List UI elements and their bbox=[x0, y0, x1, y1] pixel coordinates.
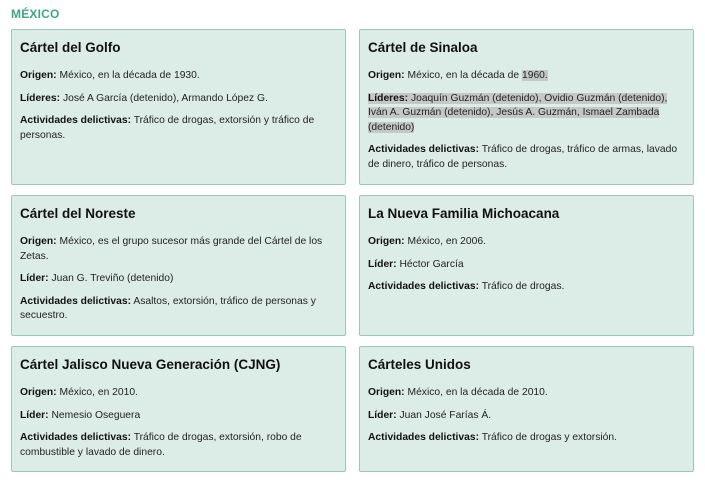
activities-label: Actividades delictivas: bbox=[368, 144, 480, 155]
leaders-value: Joaquín Guzmán (detenido), Ovidio Guzmán (detenido), Iván A. Guzmán (detenido), Jesús A. Guzmán, Ismael Zambada (detenido) bbox=[368, 92, 668, 133]
origin-highlighted-text[interactable]: 1960. bbox=[521, 70, 548, 81]
leader-label: Líder: bbox=[20, 409, 49, 421]
origin-value: México, es el grupo sucesor más grande del Cártel de los Zetas. bbox=[20, 236, 323, 262]
activities-value: Tráfico de drogas y extorsión. bbox=[481, 432, 617, 443]
leader-field bbox=[368, 258, 685, 273]
leader-value: Héctor García bbox=[399, 258, 464, 270]
activities-label: Actividades delictivas: bbox=[368, 281, 480, 292]
leader-value: Nemesio Oseguera bbox=[51, 409, 141, 421]
activities-field bbox=[368, 143, 685, 172]
leader-field bbox=[368, 409, 685, 424]
leaders-field bbox=[20, 92, 337, 107]
activities-value: Tráfico de drogas, extorsión y tráfico de personas. bbox=[20, 115, 315, 141]
cartel-name: La Nueva Familia Michoacana bbox=[368, 206, 560, 221]
origin-value: México, en 2006. bbox=[407, 236, 486, 247]
activities-field bbox=[368, 431, 685, 446]
activities-value: Asaltos, extorsión, tráfico de personas y secuestro. bbox=[20, 295, 316, 321]
cartel-name: Cártel del Golfo bbox=[20, 40, 121, 55]
origin-field bbox=[20, 386, 337, 401]
leaders-label: Líderes: bbox=[368, 92, 409, 104]
origin-label: Origen: bbox=[20, 70, 57, 81]
origin-value: México, en la década de 1930. bbox=[59, 70, 200, 81]
activities-field bbox=[20, 114, 337, 143]
activities-label: Actividades delictivas: bbox=[20, 432, 132, 443]
leader-field bbox=[20, 409, 337, 424]
leaders-field bbox=[368, 92, 685, 136]
activities-field bbox=[20, 431, 337, 460]
leaders-highlighted-text[interactable] bbox=[368, 93, 667, 133]
origin-label: Origen: bbox=[368, 70, 405, 81]
leader-field bbox=[20, 272, 337, 287]
origin-value: México, en la década de bbox=[407, 70, 522, 81]
origin-value: México, en 2010. bbox=[59, 387, 138, 398]
cartel-name: Cártel de Sinaloa bbox=[368, 40, 478, 55]
activities-label: Actividades delictivas: bbox=[20, 295, 132, 307]
activities-field bbox=[20, 295, 337, 324]
leader-label: Líder: bbox=[20, 273, 49, 284]
leaders-value: José A García (detenido), Armando López G. bbox=[62, 92, 268, 104]
origin-field bbox=[20, 235, 337, 264]
origin-field bbox=[20, 69, 337, 84]
activities-field bbox=[368, 280, 685, 295]
origin-label: Origen: bbox=[368, 236, 405, 247]
origin-field bbox=[368, 235, 685, 250]
activities-value: Tráfico de drogas, tráfico de armas, lavado de dinero, tráfico de personas. bbox=[368, 144, 678, 170]
activities-label: Actividades delictivas: bbox=[20, 115, 132, 126]
cartel-card-golfo bbox=[11, 29, 346, 185]
section-title: MÉXICO bbox=[11, 7, 60, 21]
origin-field bbox=[368, 386, 685, 401]
activities-label: Actividades delictivas: bbox=[368, 432, 480, 443]
cartel-card-cjng bbox=[11, 346, 346, 472]
origin-label: Origen: bbox=[20, 236, 57, 247]
leader-value: Juan G. Treviño (detenido) bbox=[51, 273, 174, 284]
origin-value: México, en la década de 2010. bbox=[407, 387, 548, 398]
leader-value: Juan José Farías Á. bbox=[399, 409, 492, 421]
activities-value: Tráfico de drogas, extorsión, robo de combustible y lavado de dinero. bbox=[20, 432, 302, 458]
leader-label: Líder: bbox=[368, 258, 397, 270]
cartel-card-carteles-unidos bbox=[359, 346, 694, 472]
cartel-name: Cártel Jalisco Nueva Generación (CJNG) bbox=[20, 357, 281, 372]
origin-label: Origen: bbox=[368, 387, 405, 398]
cartel-card-sinaloa bbox=[359, 29, 694, 185]
leaders-label: Líderes: bbox=[20, 92, 61, 104]
activities-value: Tráfico de drogas. bbox=[481, 281, 565, 292]
cartel-card-noreste bbox=[11, 195, 346, 336]
cartel-card-nueva-familia-michoacana bbox=[359, 195, 694, 336]
leader-label: Líder: bbox=[368, 409, 397, 421]
cartel-name: Cárteles Unidos bbox=[368, 357, 471, 372]
origin-label: Origen: bbox=[20, 387, 57, 398]
cartel-name: Cártel del Noreste bbox=[20, 206, 136, 221]
origin-field bbox=[368, 69, 685, 84]
cartel-grid bbox=[11, 29, 694, 472]
